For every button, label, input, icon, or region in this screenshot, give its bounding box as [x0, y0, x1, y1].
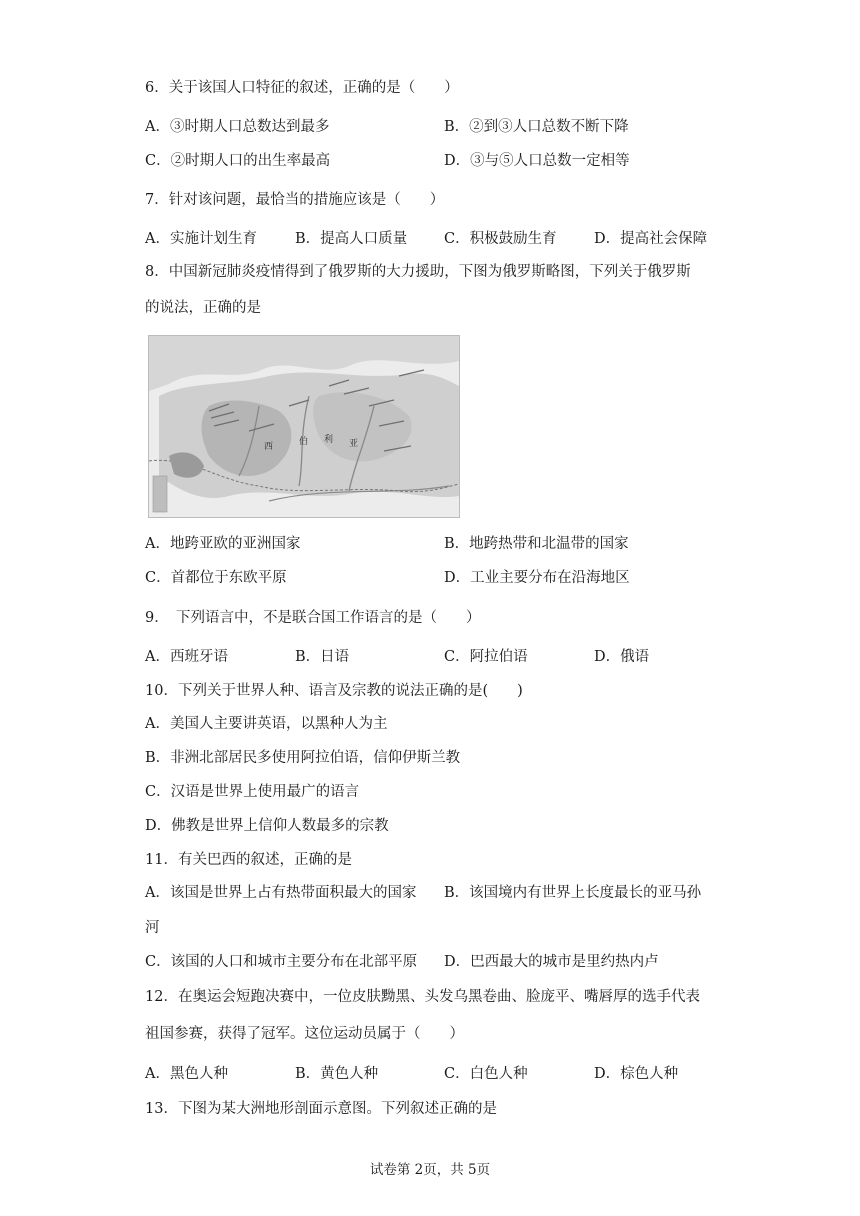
q9-option-c: C．阿拉伯语: [444, 649, 528, 665]
q12-stem-line1: 12．在奥运会短跑决赛中，一位皮肤黝黑、头发乌黑卷曲、脸庞平、嘴唇厚的选手代表: [145, 989, 700, 1005]
q11-option-a: A．该国是世界上占有热带面积最大的国家: [145, 885, 417, 901]
russia-map-image: [148, 335, 460, 518]
q9-option-b: B．日语: [295, 649, 350, 665]
q9-option-d: D．俄语: [594, 649, 650, 665]
page-footer: 试卷第 2页，共 5页: [369, 1162, 491, 1178]
q10-option-b: B．非洲北部居民多使用阿拉伯语，信仰伊斯兰教: [145, 750, 461, 766]
q10-option-d: D．佛教是世界上信仰人数最多的宗教: [145, 818, 389, 834]
q10-option-a: A．美国人主要讲英语，以黑种人为主: [145, 716, 388, 732]
q6-option-a: A．③时期人口总数达到最多: [145, 119, 330, 135]
map-label-bo: 伯: [299, 437, 309, 447]
map-label-xi: 西: [264, 442, 274, 452]
q8-option-b: B．地跨热带和北温带的国家: [444, 536, 629, 552]
q9-stem: 9． 下列语言中，不是联合国工作语言的是（ ）: [145, 610, 481, 626]
map-label-ya: 亚: [349, 439, 359, 449]
q6-stem: 6．关于该国人口特征的叙述，正确的是（ ）: [145, 80, 459, 96]
q6-option-d: D．③与⑤人口总数一定相等: [444, 153, 630, 169]
q6-option-c: C．②时期人口的出生率最高: [145, 153, 331, 169]
q11-stem: 11．有关巴西的叙述，正确的是: [145, 852, 352, 868]
q11-option-b-line1: B．该国境内有世界上长度最长的亚马孙: [444, 885, 702, 901]
q7-option-a: A．实施计划生育: [145, 231, 257, 247]
q11-option-c: C．该国的人口和城市主要分布在北部平原: [145, 954, 418, 970]
q13-stem: 13．下图为某大洲地形剖面示意图。下列叙述正确的是: [145, 1101, 497, 1117]
q7-option-d: D．提高社会保障: [594, 231, 708, 247]
q8-stem-line2: 的说法，正确的是: [145, 300, 261, 316]
q10-option-c: C．汉语是世界上使用最广的语言: [145, 784, 360, 800]
q8-option-c: C．首都位于东欧平原: [145, 570, 287, 586]
q8-option-d: D．工业主要分布在沿海地区: [444, 570, 630, 586]
q7-option-c: C．积极鼓励生育: [444, 231, 557, 247]
q12-option-b: B．黄色人种: [295, 1066, 379, 1082]
q9-option-a: A．西班牙语: [145, 649, 228, 665]
q6-option-b: B．②到③人口总数不断下降: [444, 119, 629, 135]
q11-option-d: D．巴西最大的城市是里约热内卢: [444, 954, 659, 970]
q12-stem-line2: 祖国参赛，获得了冠军。这位运动员属于（ ）: [145, 1026, 464, 1042]
q8-option-a: A．地跨亚欧的亚洲国家: [145, 536, 301, 552]
q7-option-b: B．提高人口质量: [295, 231, 408, 247]
q7-stem: 7．针对该问题，最恰当的措施应该是（ ）: [145, 192, 445, 208]
q8-stem-line1: 8．中国新冠肺炎疫情得到了俄罗斯的大力援助，下图为俄罗斯略图，下列关于俄罗斯: [145, 264, 691, 280]
q12-option-d: D．棕色人种: [594, 1066, 679, 1082]
q11-option-b-line2: 河: [145, 920, 160, 936]
q12-option-a: A．黑色人种: [145, 1066, 228, 1082]
q10-stem: 10．下列关于世界人种、语言及宗教的说法正确的是( ): [145, 683, 523, 699]
q12-option-c: C．白色人种: [444, 1066, 528, 1082]
map-label-li: 利: [324, 435, 334, 445]
